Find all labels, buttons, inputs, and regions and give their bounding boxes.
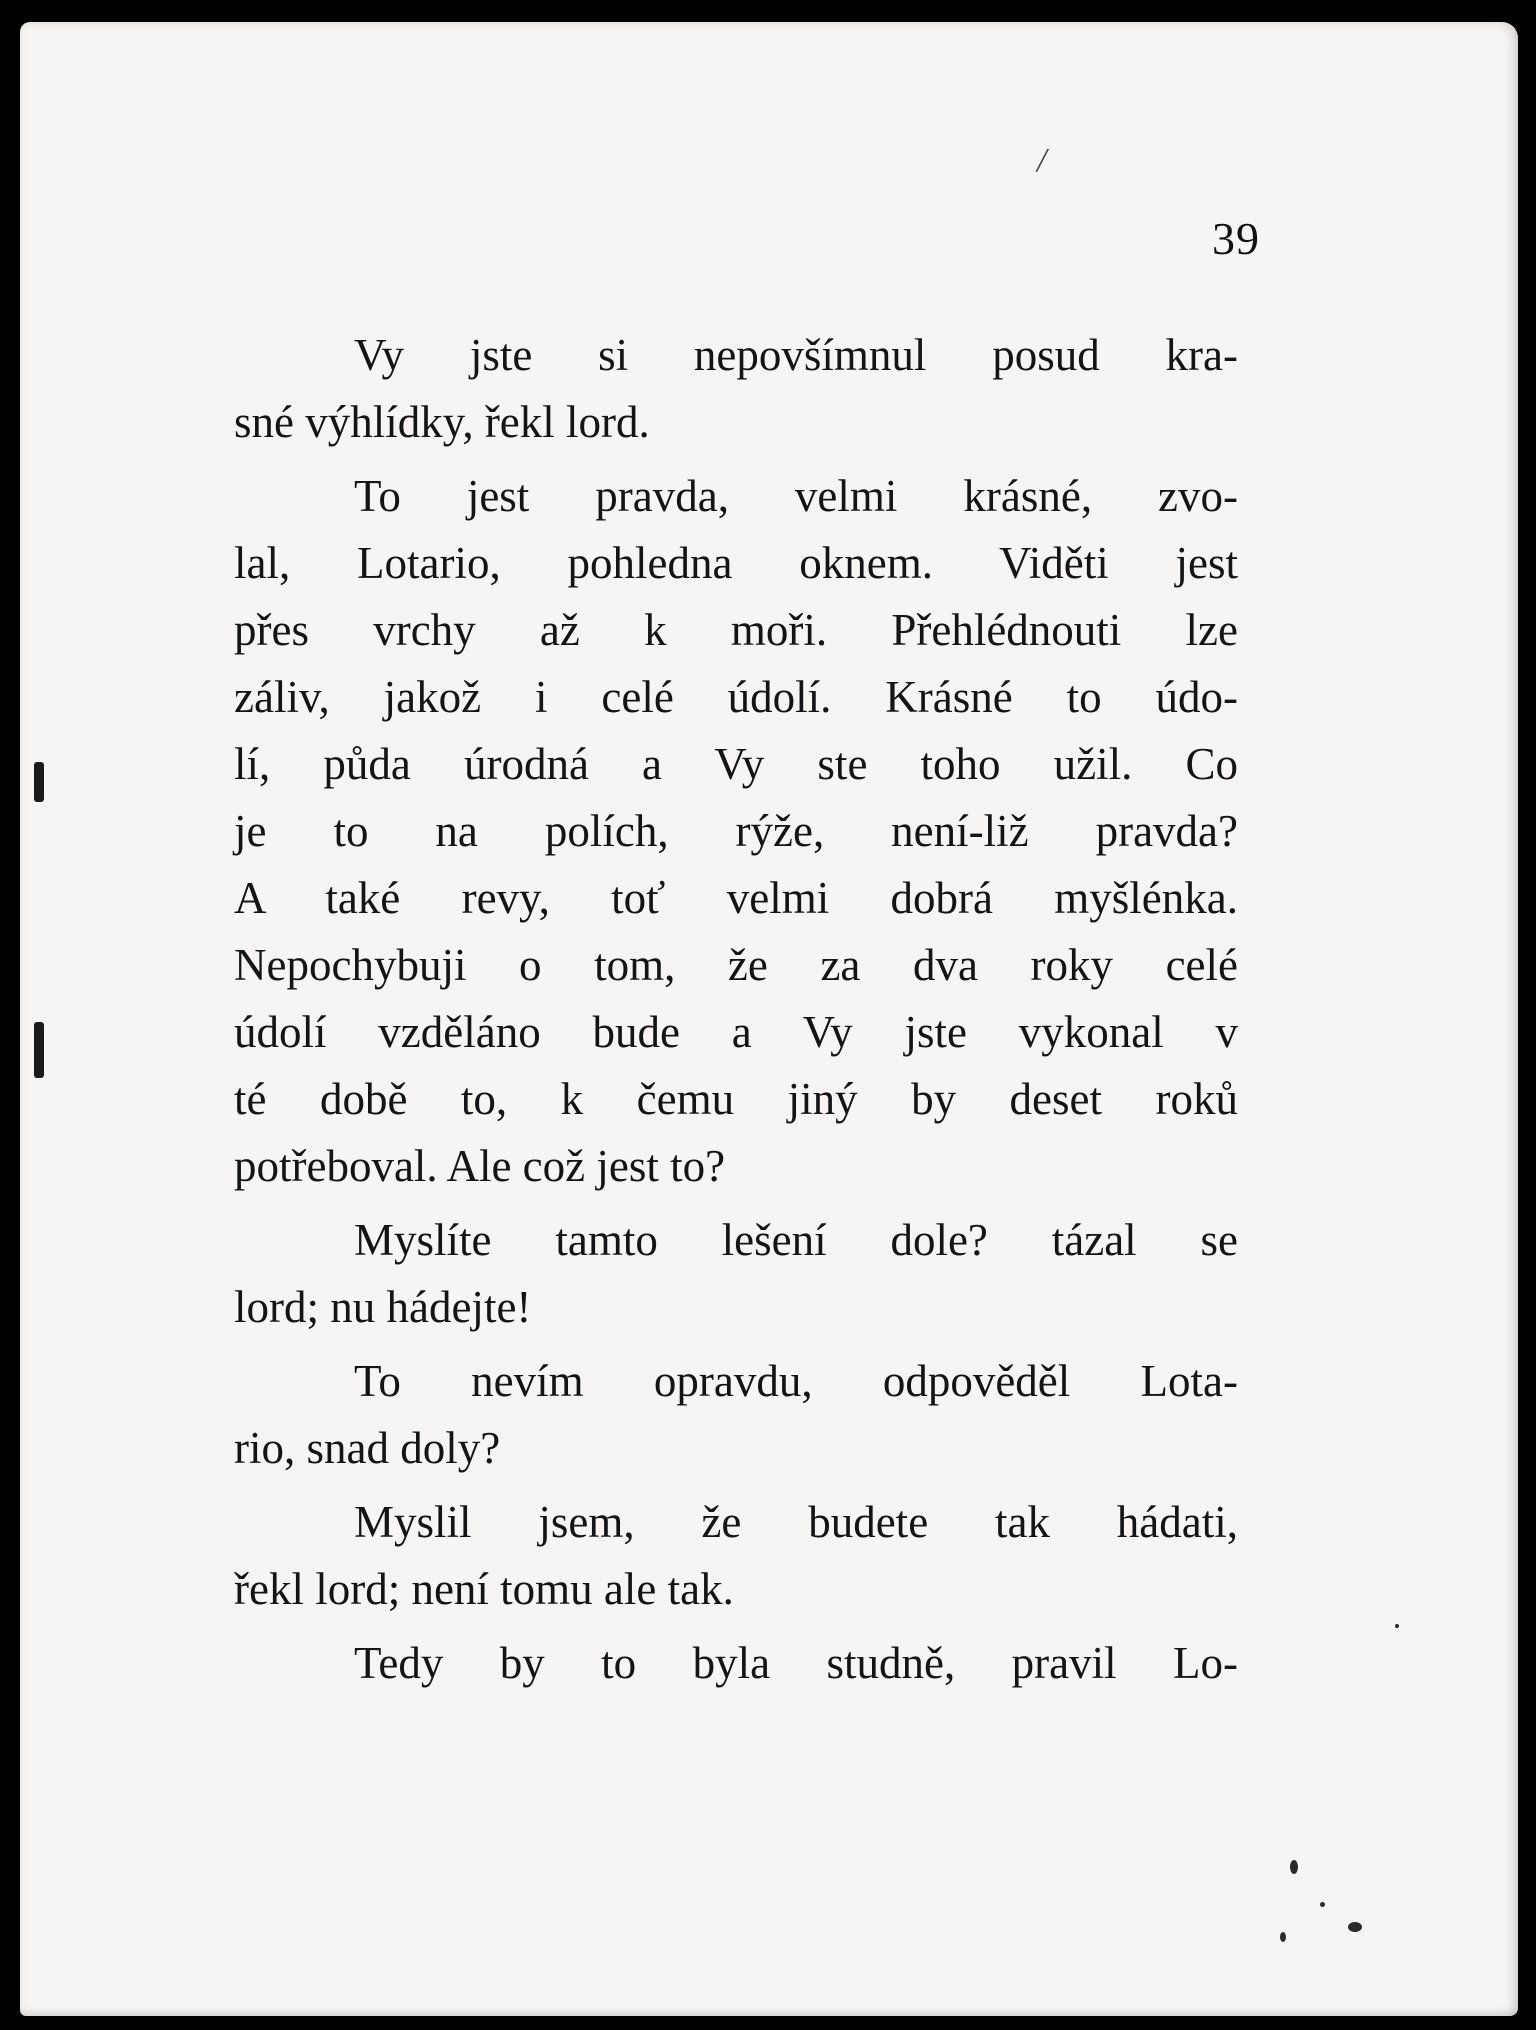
text-line: lal, Lotario, pohledna oknem. Viděti jest <box>234 538 1238 588</box>
text-line: je to na polích, rýže, není-liž pravda? <box>234 806 1238 856</box>
text-line: A také revy, toť velmi dobrá myšlénka. <box>234 873 1238 923</box>
text-line: Vy jste si nepovšímnul posud kra- <box>354 330 1238 380</box>
text-line: lí, půda úrodná a Vy ste toho užil. Co <box>234 739 1238 789</box>
text-line: rio, snad doly? <box>234 1423 501 1473</box>
scan-speck <box>1348 1922 1362 1932</box>
text-line: té době to, k čemu jiný by deset roků <box>234 1074 1238 1124</box>
text-line: Myslil jsem, že budete tak hádati, <box>354 1497 1238 1547</box>
text-line: potřeboval. Ale což jest to? <box>234 1141 726 1191</box>
paragraph <box>234 1348 1238 1482</box>
paragraph <box>234 1207 1238 1341</box>
spine-shadow <box>34 762 44 802</box>
body-text <box>234 322 1238 1697</box>
page-number: 39 <box>1212 213 1260 264</box>
scan-speck <box>1280 1932 1286 1942</box>
text-line: sné výhlídky, řekl lord. <box>234 397 650 447</box>
paragraph <box>234 463 1238 1200</box>
text-line: Nepochybuji o tom, že za dva roky celé <box>234 940 1238 990</box>
text-line: řekl lord; není tomu ale tak. <box>234 1564 734 1614</box>
text-line: přes vrchy až k moři. Přehlédnouti lze <box>234 605 1238 655</box>
scan-speck <box>1395 1624 1399 1628</box>
scan-speck <box>1290 1860 1298 1874</box>
text-line: Myslíte tamto lešení dole? tázal se <box>354 1215 1238 1265</box>
text-line: lord; nu hádejte! <box>234 1282 532 1332</box>
scan-speck <box>1320 1902 1325 1907</box>
paragraph <box>234 1630 1238 1697</box>
text-line: Tedy by to byla studně, pravil Lo- <box>354 1638 1238 1688</box>
text-line: To jest pravda, velmi krásné, zvo- <box>354 471 1238 521</box>
paragraph <box>234 1489 1238 1623</box>
spine-shadow <box>34 1022 44 1078</box>
stray-pencil-mark: / <box>1037 142 1047 179</box>
text-line: To nevím opravdu, odpověděl Lota- <box>354 1356 1238 1406</box>
book-page <box>20 22 1518 2016</box>
paragraph <box>234 322 1238 456</box>
text-line: záliv, jakož i celé údolí. Krásné to údo- <box>234 672 1238 722</box>
text-line: údolí vzděláno bude a Vy jste vykonal v <box>234 1007 1238 1057</box>
